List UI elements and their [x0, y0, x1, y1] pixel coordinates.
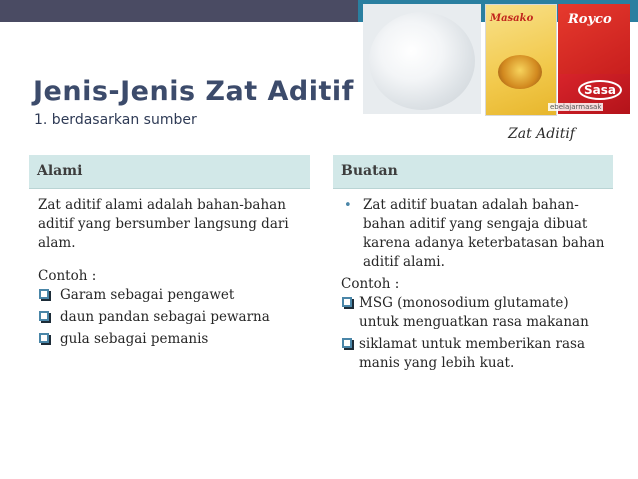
alami-contoh-label: Contoh :	[38, 268, 97, 284]
soup-bowl-graphic	[498, 55, 542, 89]
list-item	[38, 286, 300, 305]
buatan-contoh-label: Contoh :	[341, 276, 400, 292]
checkbox-bullet-icon	[342, 297, 352, 307]
buatan-column-body	[341, 196, 611, 376]
powder-heap	[369, 12, 475, 110]
checkbox-bullet-icon	[342, 338, 352, 348]
list-item	[341, 294, 611, 332]
masako-package	[485, 4, 557, 116]
column-header-buatan-label: Buatan	[341, 163, 398, 179]
column-header-alami	[29, 155, 310, 189]
alami-example-text: gula sebagai pemanis	[60, 331, 209, 347]
buatan-example-text: MSG (monosodium glutamate) untuk menguatkan rasa makanan	[359, 295, 589, 330]
checkbox-bullet-icon	[39, 333, 49, 343]
list-item	[38, 308, 300, 327]
slide-subtitle: 1. berdasarkan sumber	[34, 112, 197, 128]
slide-title: Jenis-Jenis Zat Aditif	[33, 76, 354, 107]
photo-caption: Zat Aditif	[508, 126, 575, 142]
list-item	[341, 196, 611, 272]
alami-intro: Zat aditif alami adalah bahan-bahan aditif yang bersumber langsung dari alam.	[38, 197, 289, 251]
photo-watermark: ebelajarmasak	[550, 103, 602, 111]
alami-example-text: daun pandan sebagai pewarna	[60, 309, 270, 325]
column-header-alami-label: Alami	[37, 163, 83, 179]
checkbox-bullet-icon	[39, 289, 49, 299]
royco-brand-label: Royco	[568, 12, 612, 27]
powder-photo	[363, 4, 481, 114]
checkbox-bullet-icon	[39, 311, 49, 321]
royco-package	[558, 4, 630, 74]
buatan-intro: Zat aditif buatan adalah bahan-bahan aditif yang sengaja dibuat karena adanya keterbatasan bahan aditif alami.	[363, 197, 605, 270]
alami-column-body	[38, 196, 300, 352]
round-bullet-icon: •	[344, 198, 352, 213]
list-item	[38, 330, 300, 349]
alami-example-text: Garam sebagai pengawet	[60, 287, 235, 303]
buatan-example-text: siklamat untuk memberikan rasa manis yang lebih kuat.	[359, 336, 586, 371]
list-item	[341, 335, 611, 373]
additives-photo-collage	[360, 2, 632, 152]
sasa-brand-label: Sasa	[578, 80, 622, 100]
masako-brand-label: Masako	[490, 13, 534, 24]
column-header-buatan	[333, 155, 613, 189]
